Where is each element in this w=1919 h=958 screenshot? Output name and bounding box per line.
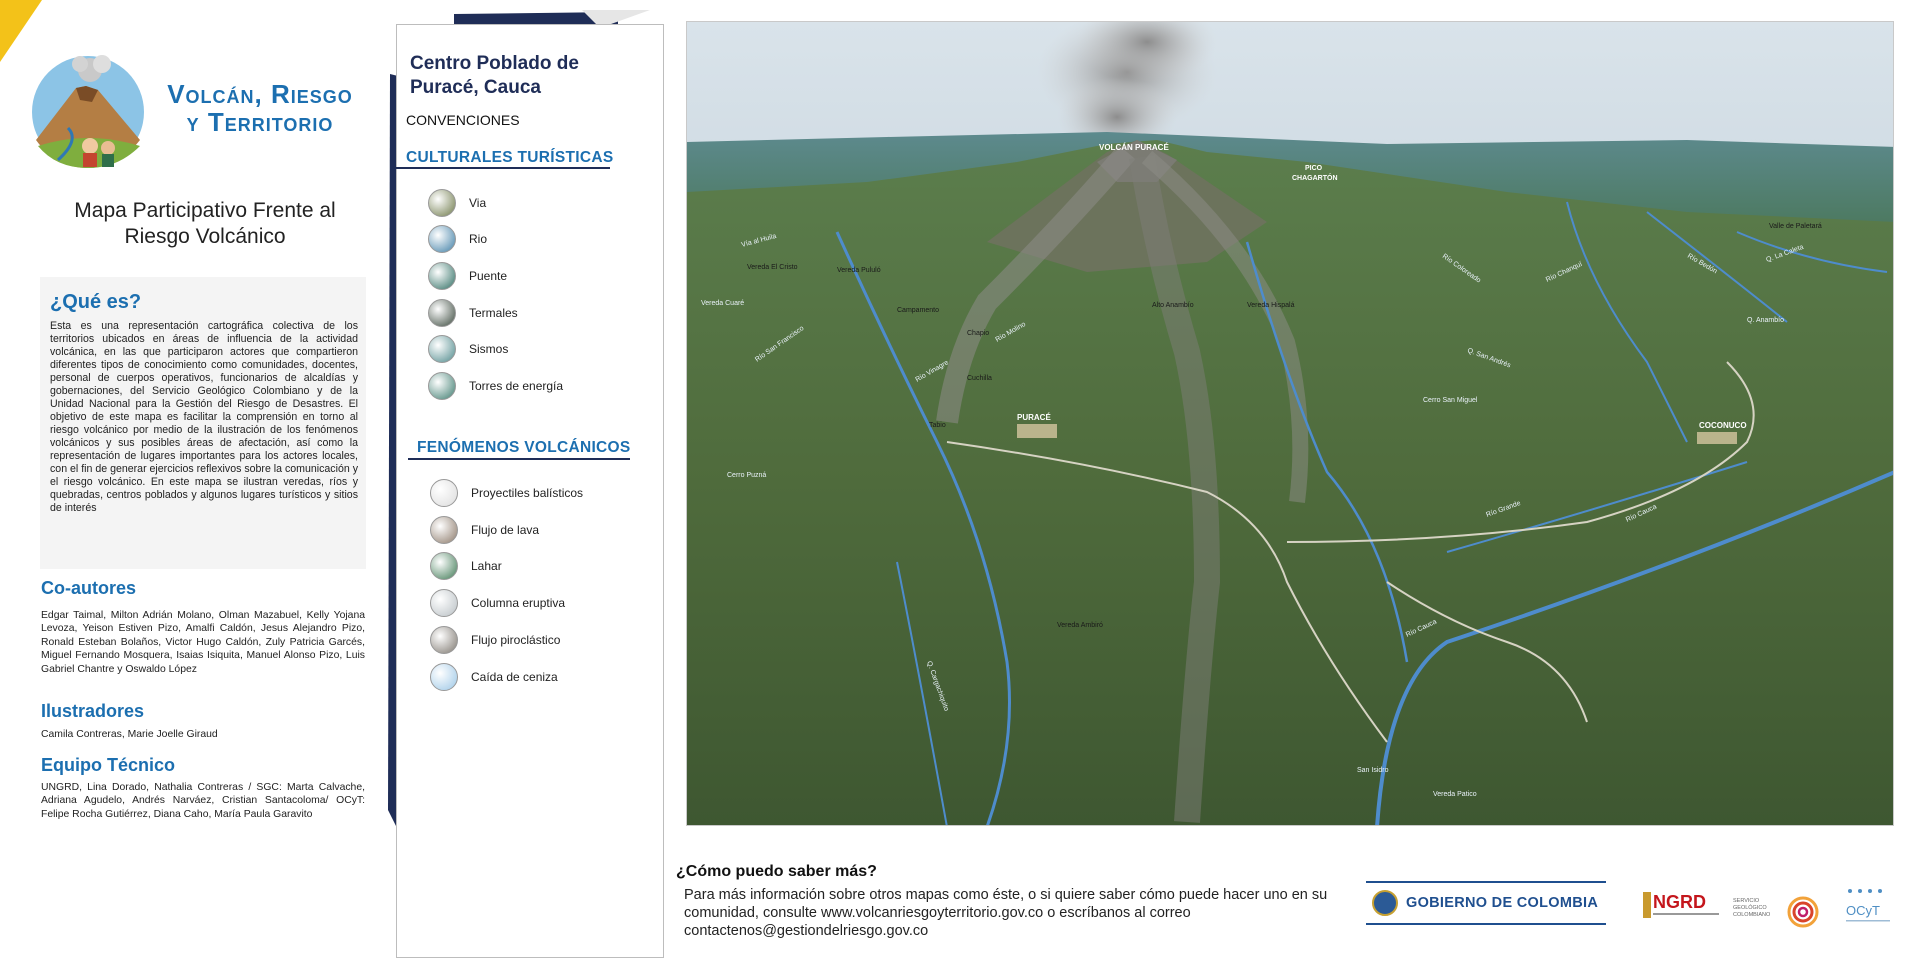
more-info-title: ¿Cómo puedo saber más? [676,863,877,880]
svg-text:Cerro San Miguel: Cerro San Miguel [1423,397,1478,404]
equipo-body: UNGRD, Lina Dorado, Nathalia Contreras / SGC: Marta Calvache, Adriana Agudelo, Andrés Narváez, Cristian Santacoloma/ OCyT: Felipe Rocha Gutiérrez, Diana Caho, María Paula Garavito [41,782,365,820]
legend-item-lahar: Lahar [430,551,502,581]
ngrd-logo [1643,888,1723,929]
svg-text:COLOMBIANO: COLOMBIANO [1733,912,1771,918]
svg-text:Río San Francisco: Río San Francisco [754,324,806,364]
legend-item-columna: Columna eruptiva [430,588,565,618]
equipo-title: Equipo Técnico [41,755,176,775]
svg-text:Q. Anambío: Q. Anambío [1747,317,1784,324]
map-illustration [687,22,1894,826]
power-tower-icon [428,372,456,400]
svg-text:COCONUCO: COCONUCO [1699,421,1747,430]
ocyt-logo [1846,885,1896,934]
sgc-logo [1733,888,1823,933]
svg-text:Río Vinagre: Río Vinagre [914,359,950,384]
svg-text:Vereda Pululó: Vereda Pululó [837,267,881,274]
ilustradores-title: Ilustradores [41,701,145,721]
lava-flow-icon [430,516,458,544]
brand-title-line1: Volcán, Riesgo [167,79,353,109]
lahar-icon [430,552,458,580]
river-icon [428,225,456,253]
svg-text:Q. La Caleta: Q. La Caleta [1765,243,1805,264]
legend-fenomenos-title: FENÓMENOS VOLCÁNICOS [417,439,631,456]
svg-text:Río Molino: Río Molino [994,320,1027,344]
legend-item-puente: Puente [428,261,507,291]
volcano-map[interactable] [686,21,1894,826]
bridge-icon [428,262,456,290]
svg-text:Alto Anambío: Alto Anambío [1152,302,1194,309]
svg-text:Vereda El Cristo: Vereda El Cristo [747,264,798,271]
legend-convenciones: CONVENCIONES [406,112,520,128]
legend-item-rio: Rio [428,224,487,254]
legend-item-proyectiles: Proyectiles balísticos [430,478,583,508]
via-icon [428,189,456,217]
svg-text:Chapio: Chapio [967,330,990,337]
que-es-box [40,277,366,569]
svg-text:Vía al Huila: Vía al Huila [740,232,778,249]
svg-text:Valle de Paletará: Valle de Paletará [1769,223,1822,230]
ilustradores-body: Camila Contreras, Marie Joelle Giraud [41,729,218,740]
svg-text:Río Cauca: Río Cauca [1624,503,1658,524]
svg-text:PICO: PICO [1305,165,1323,172]
svg-text:SERVICIO: SERVICIO [1733,898,1760,904]
svg-text:San Isidro: San Isidro [1357,767,1389,774]
ballistic-projectiles-icon [430,479,458,507]
svg-text:Cuchilla: Cuchilla [967,375,992,382]
pyroclastic-flow-icon [430,626,458,654]
legend-divider [408,458,630,460]
svg-text:NGRD: NGRD [1653,892,1706,912]
brand-title [150,80,370,136]
legend-item-ceniza: Caída de ceniza [430,662,558,692]
eruptive-column-icon [430,589,458,617]
legend-item-sismos: Sismos [428,334,508,364]
svg-text:Tabio: Tabio [929,422,946,429]
hot-springs-icon [428,299,456,327]
colombia-seal-icon [1372,890,1398,916]
more-info-body: Para más información sobre otros mapas como éste, o si quiere saber cómo puede hacer uno en su comunidad, consulte www.volcanriesgoyterritorio.gov.co o escríbanos al correo contactenos@gestiondelriesgo.gov.co [684,887,1328,939]
svg-text:VOLCÁN PURACÉ: VOLCÁN PURACÉ [1099,143,1169,152]
svg-text:Vereda Cuaré: Vereda Cuaré [701,300,745,307]
svg-text:Río Chanquí: Río Chanquí [1544,260,1584,284]
gobierno-text: GOBIERNO DE COLOMBIA [1406,895,1599,911]
legend-item-lava: Flujo de lava [430,515,539,545]
legend-title: Centro Poblado de Puracé, Cauca [410,53,579,98]
svg-text:Vereda Patico: Vereda Patico [1433,791,1477,798]
legend-item-torres: Torres de energía [428,371,563,401]
project-logo [28,50,148,170]
svg-text:Cerro Puzná: Cerro Puzná [727,472,767,479]
page-subtitle: Mapa Participativo Frente al Riesgo Volcánico [74,199,336,248]
svg-text:Q. San Andrés: Q. San Andrés [1466,347,1512,370]
svg-text:OCyT: OCyT [1846,903,1880,918]
coautores-body: Edgar Taimal, Milton Adrián Molano, Olman Mazabuel, Kelly Yojana Levoza, Yeison Estiven Pizo, Amalfi Caldón, Jesus Alejandro Pizo, Ronald Esteban Bolaños, Victor Hugo Caldón, Zuly Patricia Garcés, Miguel Fernando Mosquera, Isaias Isiquita, Manuel Alonso Pizo, Luis Gabriel Chantre y Oswaldo López [41,610,365,675]
svg-text:Río Coloreado: Río Coloreado [1440,252,1482,285]
svg-text:CHAGARTÓN: CHAGARTÓN [1292,175,1338,182]
svg-text:Campamento: Campamento [897,307,940,314]
que-es-title: ¿Qué es? [50,291,142,313]
brand-title-line2: y Territorio [186,107,334,137]
svg-text:Vereda Ambiró: Vereda Ambiró [1057,622,1103,629]
svg-text:Q. Cargachiquito: Q. Cargachiquito [925,660,950,713]
legend-culturales-title: CULTURALES TURÍSTICAS [406,149,614,166]
earthquake-icon [428,335,456,363]
svg-text:Río Bedón: Río Bedón [1686,252,1719,276]
coautores-title: Co-autores [41,578,137,598]
legend-item-piroclastico: Flujo piroclástico [430,625,560,655]
legend-item-termales: Termales [428,298,518,328]
gobierno-logo [1366,881,1606,925]
svg-text:PURACÉ: PURACÉ [1017,413,1051,422]
legend-divider [392,167,610,169]
svg-text:Río Grande: Río Grande [1485,499,1522,519]
svg-text:Río Cauca: Río Cauca [1404,618,1438,639]
svg-text:GEOLÓGICO: GEOLÓGICO [1733,905,1767,911]
ash-fall-icon [430,663,458,691]
svg-text:Vereda Hispalá: Vereda Hispalá [1247,302,1295,309]
que-es-body: Esta es una representación cartográfica colectiva de los territorios ubicados en áreas de influencia de la actividad volcánica, en las que participaron actores que compartieron diferentes tipos de conocimiento como comunidades, docentes, personal de cuerpos operativos, funcionarios de alcaldías y gobernaciones, del Servicio Geológico Colombiano y de la Unidad Nacional para la Gestión del Riesgo de Desastres. El objetivo de este mapa es facilitar la comprensión en torno al riesgo volcánico por medio de la ilustración de los fenómenos volcánicos y sus posibles áreas de afectación, así como la representación de lugares importantes para los actores locales, con el fin de generar ejercicios reflexivos sobre la comunicación y el riesgo volcánico. En este mapa se ilustran veredas, ríos y quebradas, centros poblados y algunos lugares turísticos y sitios de interés [50,320,358,514]
legend-item-via: Via [428,188,486,218]
